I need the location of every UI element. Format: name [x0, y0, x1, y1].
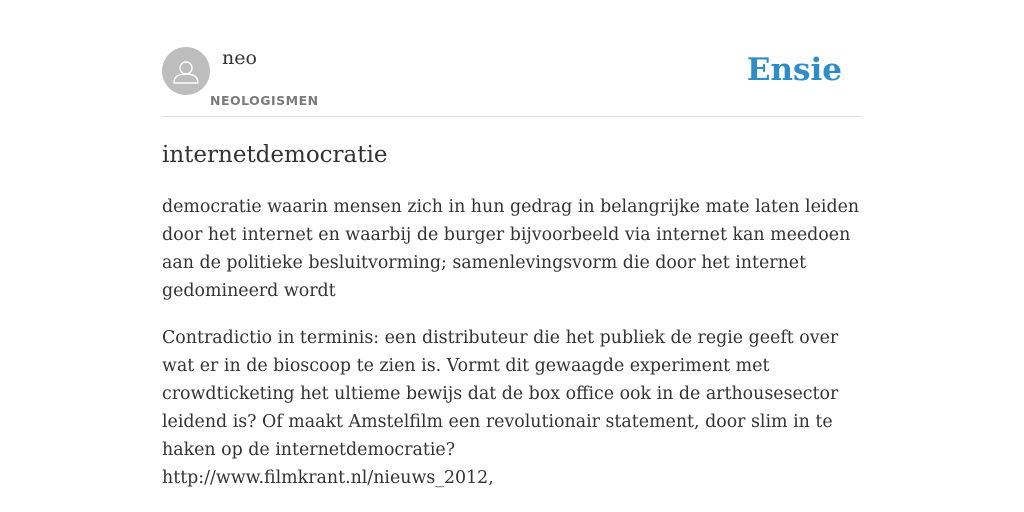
brand-logo[interactable]: Ensie	[746, 52, 842, 88]
avatar[interactable]	[162, 47, 210, 95]
entry-example: Contradictio in terminis: een distributeur die het publiek de regie geeft over wat er in de bioscoop te zien is. Vormt dit gewaagde experiment met crowdticketing het ultieme bewijs dat de box office ook in de arthousesector leidend is? Of maakt Amstelfilm een revolutionair statement, door slim in te haken op de internetdemocratie?	[162, 328, 839, 460]
entry-definition: democratie waarin mensen zich in hun gedrag in belangrijke mate laten leiden door het internet en waarbij de burger bijvoorbeeld via internet kan meedoen aan de politieke besluitvorming; samenlevingsvorm die door het internet gedomineerd wordt	[162, 197, 860, 301]
entry-content	[162, 138, 868, 492]
header	[162, 46, 862, 117]
entry-term: internetdemocratie	[162, 142, 388, 168]
author-name[interactable]: neo	[222, 47, 257, 69]
category-label[interactable]: NEOLOGISMEN	[210, 93, 319, 108]
entry-source: http://www.filmkrant.nl/nieuws_2012,	[162, 468, 494, 488]
user-silhouette-icon	[162, 47, 210, 95]
